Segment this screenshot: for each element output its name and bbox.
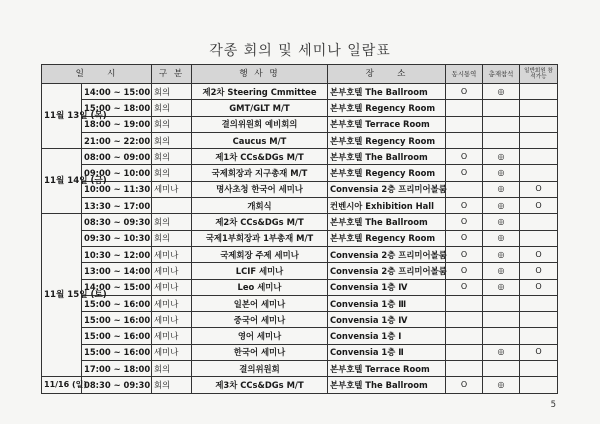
public-cell: O (520, 181, 558, 197)
table-row (42, 344, 558, 360)
interpretation-cell: O (446, 165, 483, 181)
event-cell: 명사초청 한국어 세미나 (192, 181, 328, 197)
public-cell: O (520, 279, 558, 295)
interpretation-cell (446, 132, 483, 148)
public-cell: O (520, 246, 558, 262)
event-cell: Caucus M/T (192, 132, 328, 148)
venue-cell: 본부호텔 The Ballroom (328, 84, 446, 100)
table-row (42, 263, 558, 279)
governor-cell: ◎ (483, 214, 520, 230)
event-cell: 한국어 세미나 (192, 344, 328, 360)
day-cell: 11월 13일 (목) (42, 84, 82, 149)
interpretation-cell: O (446, 149, 483, 165)
type-cell: 회의 (152, 100, 192, 116)
venue-cell: Convensia 1층 Ⅰ (328, 328, 446, 344)
venue-cell: 본부호텔 The Ballroom (328, 149, 446, 165)
time-cell: 14:00 ~ 15:00 (82, 279, 152, 295)
time-cell: 10:30 ~ 12:00 (82, 246, 152, 262)
governor-cell: ◎ (483, 279, 520, 295)
header-governor: 총재참석 (483, 65, 520, 84)
governor-cell: ◎ (483, 84, 520, 100)
interpretation-cell: O (446, 84, 483, 100)
header-event: 행 사 명 (192, 65, 328, 84)
venue-cell: 본부호텔 Terrace Room (328, 116, 446, 132)
table-row (42, 181, 558, 197)
table-row (42, 312, 558, 328)
table-row (42, 246, 558, 262)
interpretation-cell (446, 116, 483, 132)
venue-cell: 본부호텔 The Ballroom (328, 214, 446, 230)
type-cell: 회의 (152, 132, 192, 148)
interpretation-cell (446, 344, 483, 360)
public-cell (520, 377, 558, 393)
time-cell: 09:30 ~ 10:30 (82, 230, 152, 246)
type-cell: 세미나 (152, 312, 192, 328)
event-cell: 제2차 CCs&DGs M/T (192, 214, 328, 230)
public-cell (520, 149, 558, 165)
table-row (42, 230, 558, 246)
table-row (42, 100, 558, 116)
governor-cell: ◎ (483, 181, 520, 197)
interpretation-cell: O (446, 198, 483, 214)
interpretation-cell: O (446, 246, 483, 262)
interpretation-cell (446, 312, 483, 328)
venue-cell: Convensia 2층 프리미어볼룸 (328, 181, 446, 197)
time-cell: 08:00 ~ 09:00 (82, 149, 152, 165)
public-cell (520, 295, 558, 311)
time-cell: 10:00 ~ 11:30 (82, 181, 152, 197)
interpretation-cell (446, 295, 483, 311)
time-cell: 15:00 ~ 18:00 (82, 100, 152, 116)
type-cell: 회의 (152, 116, 192, 132)
event-cell: 중국어 세미나 (192, 312, 328, 328)
event-cell: 국제1부회장과 1부총재 M/T (192, 230, 328, 246)
table-row (42, 84, 558, 100)
event-cell: 결의위원회 (192, 361, 328, 377)
public-cell (520, 165, 558, 181)
interpretation-cell (446, 100, 483, 116)
venue-cell: 본부호텔 Regency Room (328, 165, 446, 181)
venue-cell: 본부호텔 Regency Room (328, 100, 446, 116)
time-cell: 15:00 ~ 16:00 (82, 295, 152, 311)
event-cell: 제2차 Steering Cmmittee (192, 84, 328, 100)
type-cell: 회의 (152, 149, 192, 165)
day-cell: 11월 14일 (금) (42, 149, 82, 214)
type-cell: 회의 (152, 361, 192, 377)
interpretation-cell: O (446, 214, 483, 230)
day-cell: 11월 15일 (토) (42, 214, 82, 377)
public-cell (520, 84, 558, 100)
table-row (42, 279, 558, 295)
type-cell: 회의 (152, 84, 192, 100)
table-row (42, 214, 558, 230)
type-cell: 세미나 (152, 328, 192, 344)
venue-cell: Convensia 2층 프리미어볼룸 (328, 246, 446, 262)
governor-cell (483, 116, 520, 132)
public-cell: O (520, 344, 558, 360)
venue-cell: 본부호텔 The Ballroom (328, 377, 446, 393)
time-cell: 09:00 ~ 10:00 (82, 165, 152, 181)
type-cell: 회의 (152, 230, 192, 246)
venue-cell: 본부호텔 Regency Room (328, 230, 446, 246)
governor-cell: ◎ (483, 344, 520, 360)
public-cell (520, 214, 558, 230)
governor-cell (483, 328, 520, 344)
type-cell: 회의 (152, 377, 192, 393)
time-cell: 08:30 ~ 09:30 (82, 214, 152, 230)
event-cell: 국제회장 주제 세미나 (192, 246, 328, 262)
time-cell: 17:00 ~ 18:00 (82, 361, 152, 377)
interpretation-cell: O (446, 279, 483, 295)
public-cell (520, 328, 558, 344)
time-cell: 15:00 ~ 16:00 (82, 328, 152, 344)
event-cell: Leo 세미나 (192, 279, 328, 295)
venue-cell: 본부호텔 Terrace Room (328, 361, 446, 377)
governor-cell: ◎ (483, 246, 520, 262)
type-cell: 세미나 (152, 344, 192, 360)
table-row (42, 165, 558, 181)
public-cell (520, 312, 558, 328)
table-row (42, 132, 558, 148)
time-cell: 14:00 ~ 15:00 (82, 84, 152, 100)
time-cell: 13:30 ~ 17:00 (82, 198, 152, 214)
table-row (42, 328, 558, 344)
time-cell: 08:30 ~ 09:30 (82, 377, 152, 393)
header-venue: 장 소 (328, 65, 446, 84)
table-row (42, 295, 558, 311)
venue-cell: Convensia 1층 Ⅳ (328, 279, 446, 295)
public-cell (520, 100, 558, 116)
venue-cell: 컨벤시아 Exhibition Hall (328, 198, 446, 214)
venue-cell: Convensia 2층 프리미어볼룸 (328, 263, 446, 279)
interpretation-cell: O (446, 230, 483, 246)
interpretation-cell (446, 328, 483, 344)
time-cell: 21:00 ~ 22:00 (82, 132, 152, 148)
type-cell (152, 198, 192, 214)
event-cell: 제1차 CCs&DGs M/T (192, 149, 328, 165)
header-interpretation: 동시통역 (446, 65, 483, 84)
interpretation-cell (446, 181, 483, 197)
governor-cell: ◎ (483, 149, 520, 165)
page-number: 5 (550, 400, 556, 410)
governor-cell: ◎ (483, 165, 520, 181)
table-row (42, 149, 558, 165)
type-cell: 세미나 (152, 263, 192, 279)
document-title: 각종 회의 및 세미나 일람표 (209, 43, 391, 59)
header-date-time: 일 시 (42, 65, 152, 84)
table-row (42, 361, 558, 377)
interpretation-cell: O (446, 377, 483, 393)
governor-cell: ◎ (483, 377, 520, 393)
event-cell: 영어 세미나 (192, 328, 328, 344)
public-cell: O (520, 198, 558, 214)
event-cell: 일본어 세미나 (192, 295, 328, 311)
governor-cell (483, 132, 520, 148)
public-cell (520, 132, 558, 148)
venue-cell: Convensia 1층 Ⅱ (328, 344, 446, 360)
day-cell: 11/16 (일) (42, 377, 82, 393)
public-cell (520, 116, 558, 132)
public-cell: O (520, 263, 558, 279)
table-row (42, 116, 558, 132)
type-cell: 세미나 (152, 181, 192, 197)
type-cell: 세미나 (152, 295, 192, 311)
table-row (42, 377, 558, 393)
header-row (42, 65, 558, 84)
venue-cell: 본부호텔 Regency Room (328, 132, 446, 148)
public-cell (520, 230, 558, 246)
governor-cell: ◎ (483, 230, 520, 246)
type-cell: 회의 (152, 214, 192, 230)
governor-cell (483, 312, 520, 328)
venue-cell: Convensia 1층 Ⅲ (328, 295, 446, 311)
schedule-body (42, 84, 558, 394)
governor-cell (483, 100, 520, 116)
governor-cell: ◎ (483, 263, 520, 279)
governor-cell (483, 361, 520, 377)
time-cell: 13:00 ~ 14:00 (82, 263, 152, 279)
event-cell: 개회식 (192, 198, 328, 214)
governor-cell: ◎ (483, 198, 520, 214)
time-cell: 18:00 ~ 19:00 (82, 116, 152, 132)
header-public: 일반회원 참석가능 (520, 65, 558, 84)
type-cell: 세미나 (152, 279, 192, 295)
time-cell: 15:00 ~ 16:00 (82, 344, 152, 360)
public-cell (520, 361, 558, 377)
interpretation-cell (446, 361, 483, 377)
type-cell: 회의 (152, 165, 192, 181)
event-cell: LCIF 세미나 (192, 263, 328, 279)
time-cell: 15:00 ~ 16:00 (82, 312, 152, 328)
governor-cell (483, 295, 520, 311)
interpretation-cell: O (446, 263, 483, 279)
event-cell: 제3차 CCs&DGs M/T (192, 377, 328, 393)
venue-cell: Convensia 1층 Ⅳ (328, 312, 446, 328)
event-cell: 결의위원회 예비회의 (192, 116, 328, 132)
event-cell: 국제회장과 지구총재 M/T (192, 165, 328, 181)
header-type: 구 분 (152, 65, 192, 84)
schedule-table (41, 64, 558, 394)
table-row (42, 198, 558, 214)
event-cell: GMT/GLT M/T (192, 100, 328, 116)
type-cell: 세미나 (152, 246, 192, 262)
